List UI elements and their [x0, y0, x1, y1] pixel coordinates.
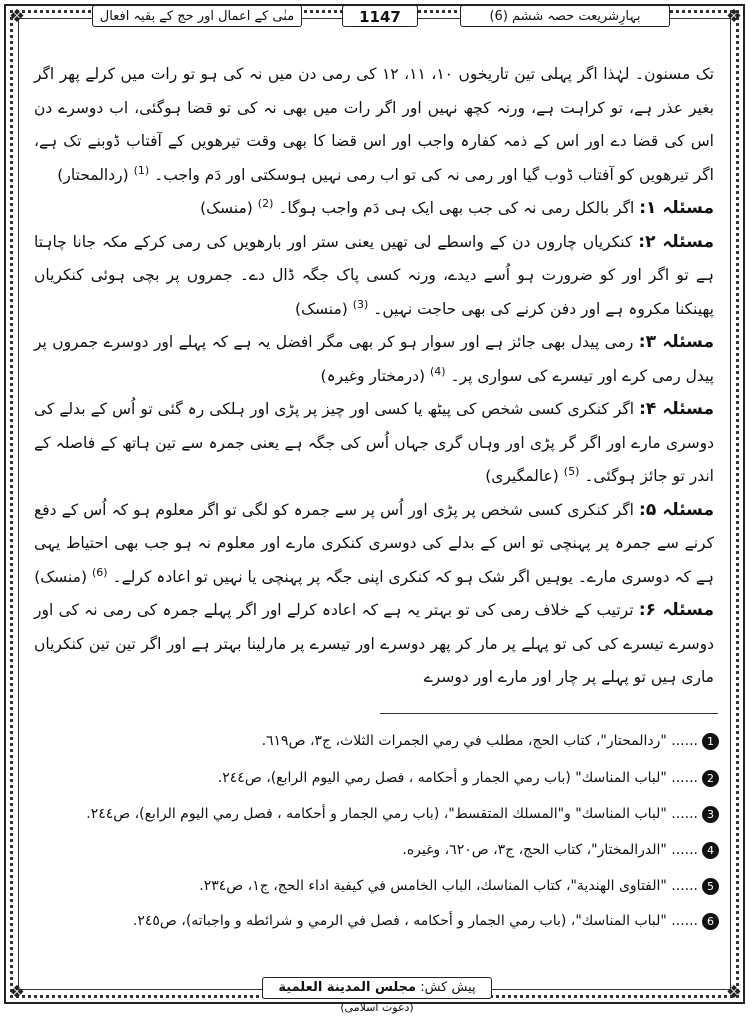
- masala-text: کنکریاں چاروں دن کے واسطے لی تھیں یعنی ستر اور بارھویں کی رمی کرکے مکہ جانا چاہتا ہے تو اگر اور کو ضرورت ہو اُسے دیدے، ورنہ کسی پاک جگہ ڈال دے۔ جمروں پر بچی ہوئی کنکریاں پھینکنا مکروہ ہے اور دفن کرنے کی بھی حاجت نہیں۔: [34, 232, 714, 318]
- source-citation: (درمختار وغیرہ): [320, 366, 426, 385]
- source-citation: (عالمگیری): [485, 467, 559, 485]
- page-header: [22, 3, 731, 29]
- footnote-text: ...... "لباب المناسك"، (باب رمي الجمار و أحكامه ، فصل في الرمي و شرائطه و واجباته)، ص٢٤٥.: [132, 913, 698, 929]
- source-citation: (منسک): [34, 567, 88, 586]
- masala-label: مسئلہ ۲:: [638, 231, 714, 252]
- organization-name: (دعوت اسلامی): [340, 1001, 414, 1014]
- footnote-2: [49, 767, 719, 789]
- source-citation: (منسک): [200, 199, 253, 217]
- masala-label: مسئلہ ۳:: [638, 332, 714, 352]
- masala-3: [34, 326, 714, 393]
- source-citation: (منسک): [295, 299, 348, 318]
- corner-ornament-icon: ❖: [725, 6, 743, 27]
- masala-text: ترتیب کے خلاف رمی کی تو بہتر یہ ہے کہ اعادہ کرلے اور اگر پہلے جمرہ کی رمی نہ کی اور دوسرے تیسرے کی کی تو پہلے پر مار کر پھر دوسرے اور تیسرے پر مارلینا بہتر ہے اور اگر تین تین کنکریاں ماری ہیں تو پہلے پر چار اور مارے اور دوسرے: [34, 601, 714, 686]
- footnote-ref: (1): [133, 163, 150, 177]
- intro-paragraph: [34, 58, 714, 192]
- footnote-3: [49, 803, 719, 825]
- masala-4: [34, 393, 714, 494]
- footnote-ref: (5): [563, 464, 580, 478]
- footnote-text: ...... "لباب المناسك" (باب رمي الجمار و أحكامه ، فصل رمي اليوم الرابع)، ص٢٤٤.: [217, 770, 698, 786]
- footnote-separator: [380, 713, 718, 714]
- publisher-footer: [262, 977, 492, 1014]
- footnote-ref: (4): [429, 364, 446, 378]
- footnote-6: [49, 910, 719, 932]
- footnote-ref: (2): [257, 196, 274, 210]
- masala-1: [34, 192, 714, 226]
- masala-text: اگر کنکری کسی شخص پر پڑی اور اُس پر سے جمرہ کو لگی تو اگر معلوم ہو کہ اُس کے دفع کرنے سے جمرہ پر پہنچی تو اس کے بدلے کی دوسری کنکری مارے اور معلوم نہ ہو جب بھی احتیاط یہی ہے کہ دوسری مارے۔ یوہیں اگر شک ہو کہ کنکری اپنی جگہ پر پہنچی یا نہیں تو اعادہ کرلے۔: [34, 500, 714, 586]
- publisher-name: مجلس المدينة العلمية: [278, 980, 417, 995]
- footnote-1: [49, 730, 719, 752]
- masala-2: [34, 226, 714, 327]
- footnote-number: 3: [702, 806, 719, 823]
- footnote-number: 4: [702, 842, 719, 859]
- page-number: 1147: [342, 5, 418, 27]
- footnote-number: 6: [702, 913, 719, 930]
- presenter-label: پیش کش:: [420, 980, 476, 995]
- masala-text: اگر بالکل رمی نہ کی جب بھی ایک ہی دَم واجب ہوگا۔: [278, 199, 635, 217]
- footnote-number: 5: [702, 878, 719, 895]
- footnote-text: ...... "ردالمحتار"، كتاب الحج، مطلب في رمي الجمرات الثلاث، ج٣، ص٦١٩.: [261, 733, 698, 749]
- footnote-number: 2: [702, 770, 719, 787]
- masala-6: [34, 594, 714, 695]
- footnote-ref: (6): [91, 565, 108, 579]
- corner-ornament-icon: ❖: [725, 982, 743, 1003]
- chapter-title: منٰی کے اعمال اور حج کے بقیہ افعال: [92, 5, 302, 27]
- masala-label: مسئلہ ۴:: [639, 399, 714, 419]
- footnote-number: 1: [702, 733, 719, 750]
- source-citation: (ردالمحتار): [57, 165, 129, 184]
- footnote-text: ...... "لباب المناسك" و"المسلك المتقسط"، (باب رمي الجمار و أحكامه ، فصل رمي اليوم الرابع)، ص٢٤٤.: [86, 806, 698, 822]
- corner-ornament-icon: ❖: [8, 6, 26, 27]
- masala-5: [34, 494, 714, 595]
- masala-label: مسئلہ ۵:: [639, 499, 714, 520]
- book-title: بہارِشریعت حصہ ششم (6): [460, 5, 670, 27]
- main-text: [34, 58, 714, 695]
- masala-text: اگر کنکری کسی شخص کی پیٹھ یا کسی اور چیز پر پڑی اور ہلکی رہ گئی تو اُس کے بدلے کی دوسری مارے اور اگر گر پڑی اور وہاں گری جہاں اُس کی جگہ ہے یعنی جمرہ سے تین ہاتھ کے فاصلہ کے اندر تو جائز ہوگئی۔: [34, 400, 714, 485]
- footnote-4: [49, 839, 719, 861]
- footnote-text: ...... "الدرالمختار"، كتاب الحج، ج٣، ص٦٢٠، وغيره.: [402, 842, 698, 858]
- masala-label: مسئلہ ۶:: [638, 600, 714, 620]
- intro-text: تک مسنون۔ لہٰذا اگر پہلی تین تاریخوں ۱۰، ۱۱، ۱۲ کی رمی دن میں نہ کی ہو تو رات میں کرلے پھر اگر بغیر عذر ہے، تو کراہت ہے، ورنہ کچھ نہیں اور اگر رات میں بھی نہ کی تو قضا ہوگئی، اب دوسرے دن اس کی قضا دے اور اس کے ذمہ کفارہ واجب اور اس قضا کا بھی وقت تیرھویں کے آفتاب ڈوبنے تک ہے، اگر تیرھویں کو آفتاب ڈوب گیا اور رمی نہ کی تو اب رمی نہیں ہوسکتی اور دَم واجب۔: [34, 65, 714, 184]
- masala-label: مسئلہ ۱:: [639, 198, 714, 218]
- corner-ornament-icon: ❖: [8, 982, 26, 1003]
- footnote-5: [49, 875, 719, 897]
- footnote-ref: (3): [352, 297, 369, 311]
- footnote-text: ...... "الفتاوى الهندية"، كتاب المناسك، الباب الخامس في كيفية اداء الحج، ج١، ص٢٣٤.: [199, 878, 698, 894]
- masala-text: رمی پیدل بھی جائز ہے اور سوار ہو کر بھی مگر افضل یہ ہے کہ پہلے اور دوسرے جمروں پر پیدل رمی کرے اور تیسرے کی سواری پر۔: [34, 333, 714, 385]
